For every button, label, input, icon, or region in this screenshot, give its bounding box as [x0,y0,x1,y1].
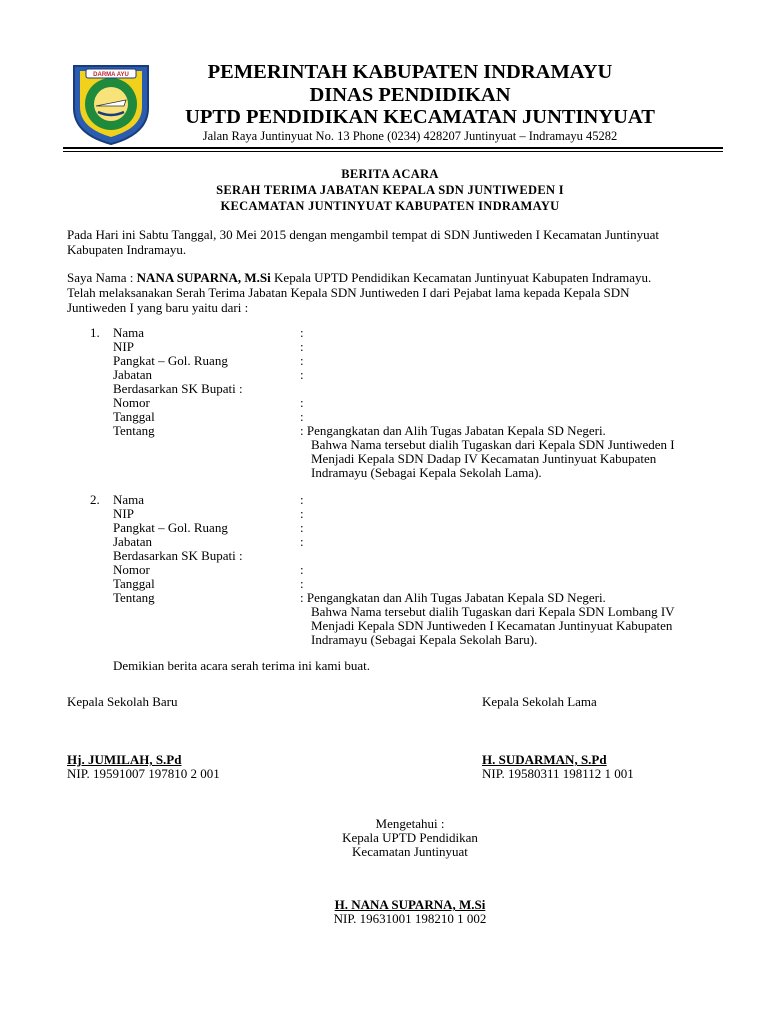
statement-prefix: Saya Nama : [67,270,137,285]
agency-address: Jalan Raya Juntinyuat No. 13 Phone (0234) 428207 Juntinyuat – Indramayu 45282 [202,129,618,143]
entry-2-colon-tanggal: : [300,576,304,591]
entry-1-tentang-line-1: : Pengangkatan dan Alih Tugas Jabatan Kepala SD Negeri. [300,423,606,438]
document-subtitle-2: KECAMATAN JUNTINYUAT KABUPATEN INDRAMAYU [220,199,560,213]
entry-1-colon-nip: : [300,339,304,354]
entry-2-tentang-line-4: Indramayu (Sebagai Kepala Sekolah Baru). [311,632,538,647]
acknowledger-role-line-1: Kepala UPTD Pendidikan [342,830,478,845]
statement-line-1 [67,270,651,285]
entry-1-colon-nomor: : [300,395,304,410]
entry-2-colon-nama: : [300,492,304,507]
entry-1-colon-jabatan: : [300,367,304,382]
agency-name-line-1: PEMERINTAH KABUPATEN INDRAMAYU [207,61,613,83]
entry-2-tentang-line-3: Menjadi Kepala SDN Juntiweden I Kecamatan Juntinyuat Kabupaten [311,618,673,633]
intro-line-2: Kabupaten Indramayu. [67,242,187,257]
new-principal-nip: NIP. 19591007 197810 2 001 [67,766,220,781]
statement-line-1-rest: Kepala UPTD Pendidikan Kecamatan Juntinyuat Kabupaten Indramayu. [270,270,652,285]
entry-1-colon-tanggal: : [300,409,304,424]
entry-1-tentang-line-3: Menjadi Kepala SDN Dadap IV Kecamatan Juntinyuat Kabupaten [311,451,657,466]
acknowledger-role-line-2: Kecamatan Juntinyuat [352,844,468,859]
statement-line-2: Telah melaksanakan Serah Terima Jabatan Kepala SDN Juntiweden I dari Pejabat lama kepada Kepala SDN [67,285,630,300]
document-subtitle-1: SERAH TERIMA JABATAN KEPALA SDN JUNTIWEDEN I [216,183,564,197]
entry-2-label-nomor: Nomor [113,562,150,577]
letterhead-divider-thin [63,151,723,152]
agency-name-line-3: UPTD PENDIDIKAN KECAMATAN JUNTINYUAT [185,106,655,128]
entry-2-tentang-line-2: Bahwa Nama tersebut dialih Tugaskan dari Kepala SDN Lombang IV [311,604,675,619]
entry-1-colon-nama: : [300,325,304,340]
entry-2-colon-pangkat: : [300,520,304,535]
statement-line-3: Juntiweden I yang baru yaitu dari : [67,300,249,315]
acknowledger-nip: NIP. 19631001 198210 1 002 [333,911,487,926]
entry-1-label-sk-bupati: Berdasarkan SK Bupati : [113,381,243,396]
new-principal-role: Kepala Sekolah Baru [67,694,178,709]
letterhead-divider-thick [63,147,723,149]
entry-1-label-nip: NIP [113,339,134,354]
old-principal-name: H. SUDARMAN, S.Pd [482,752,607,767]
acknowledged-label: Mengetahui : [375,816,445,831]
entry-1-label-jabatan: Jabatan [113,367,152,382]
document-title: BERITA ACARA [341,167,439,181]
entry-2-label-tanggal: Tanggal [113,576,155,591]
agency-name-line-2: DINAS PENDIDIKAN [309,84,511,106]
entry-1-label-tanggal: Tanggal [113,409,155,424]
entry-1-label-pangkat: Pangkat – Gol. Ruang [113,353,228,368]
entry-2-label-nip: NIP [113,506,134,521]
acknowledger-name: H. NANA SUPARNA, M.Si [334,897,486,912]
logo-text: DARMA AYU [93,72,129,78]
closing-statement: Demikian berita acara serah terima ini kami buat. [113,658,370,673]
entry-1-tentang-line-2: Bahwa Nama tersebut dialih Tugaskan dari Kepala SDN Juntiweden I [311,437,675,452]
intro-line-1: Pada Hari ini Sabtu Tanggal, 30 Mei 2015 dengan mengambil tempat di SDN Juntiweden I Kecamatan Juntinyuat [67,227,660,242]
entry-2-number: 2. [90,492,100,507]
old-principal-nip: NIP. 19580311 198112 1 001 [482,766,634,781]
old-principal-role: Kepala Sekolah Lama [482,694,597,709]
entry-1-label-nama: Nama [113,325,145,340]
entry-1-colon-pangkat: : [300,353,304,368]
entry-2-label-sk-bupati: Berdasarkan SK Bupati : [113,548,243,563]
entry-1-label-nomor: Nomor [113,395,150,410]
entry-2-label-tentang: Tentang [113,590,155,605]
entry-1-number: 1. [90,325,100,340]
entry-2-colon-nip: : [300,506,304,521]
entry-2-label-pangkat: Pangkat – Gol. Ruang [113,520,228,535]
entry-1-tentang-line-4: Indramayu (Sebagai Kepala Sekolah Lama). [311,465,542,480]
entry-2-colon-nomor: : [300,562,304,577]
entry-1-label-tentang: Tentang [113,423,155,438]
entry-2-tentang-line-1: : Pengangkatan dan Alih Tugas Jabatan Kepala SD Negeri. [300,590,606,605]
entry-2-label-nama: Nama [113,492,145,507]
new-principal-name: Hj. JUMILAH, S.Pd [67,752,182,767]
entry-2-colon-jabatan: : [300,534,304,549]
district-emblem-logo [66,60,156,146]
statement-name: NANA SUPARNA, M.Si [136,270,271,285]
entry-2-label-jabatan: Jabatan [113,534,152,549]
